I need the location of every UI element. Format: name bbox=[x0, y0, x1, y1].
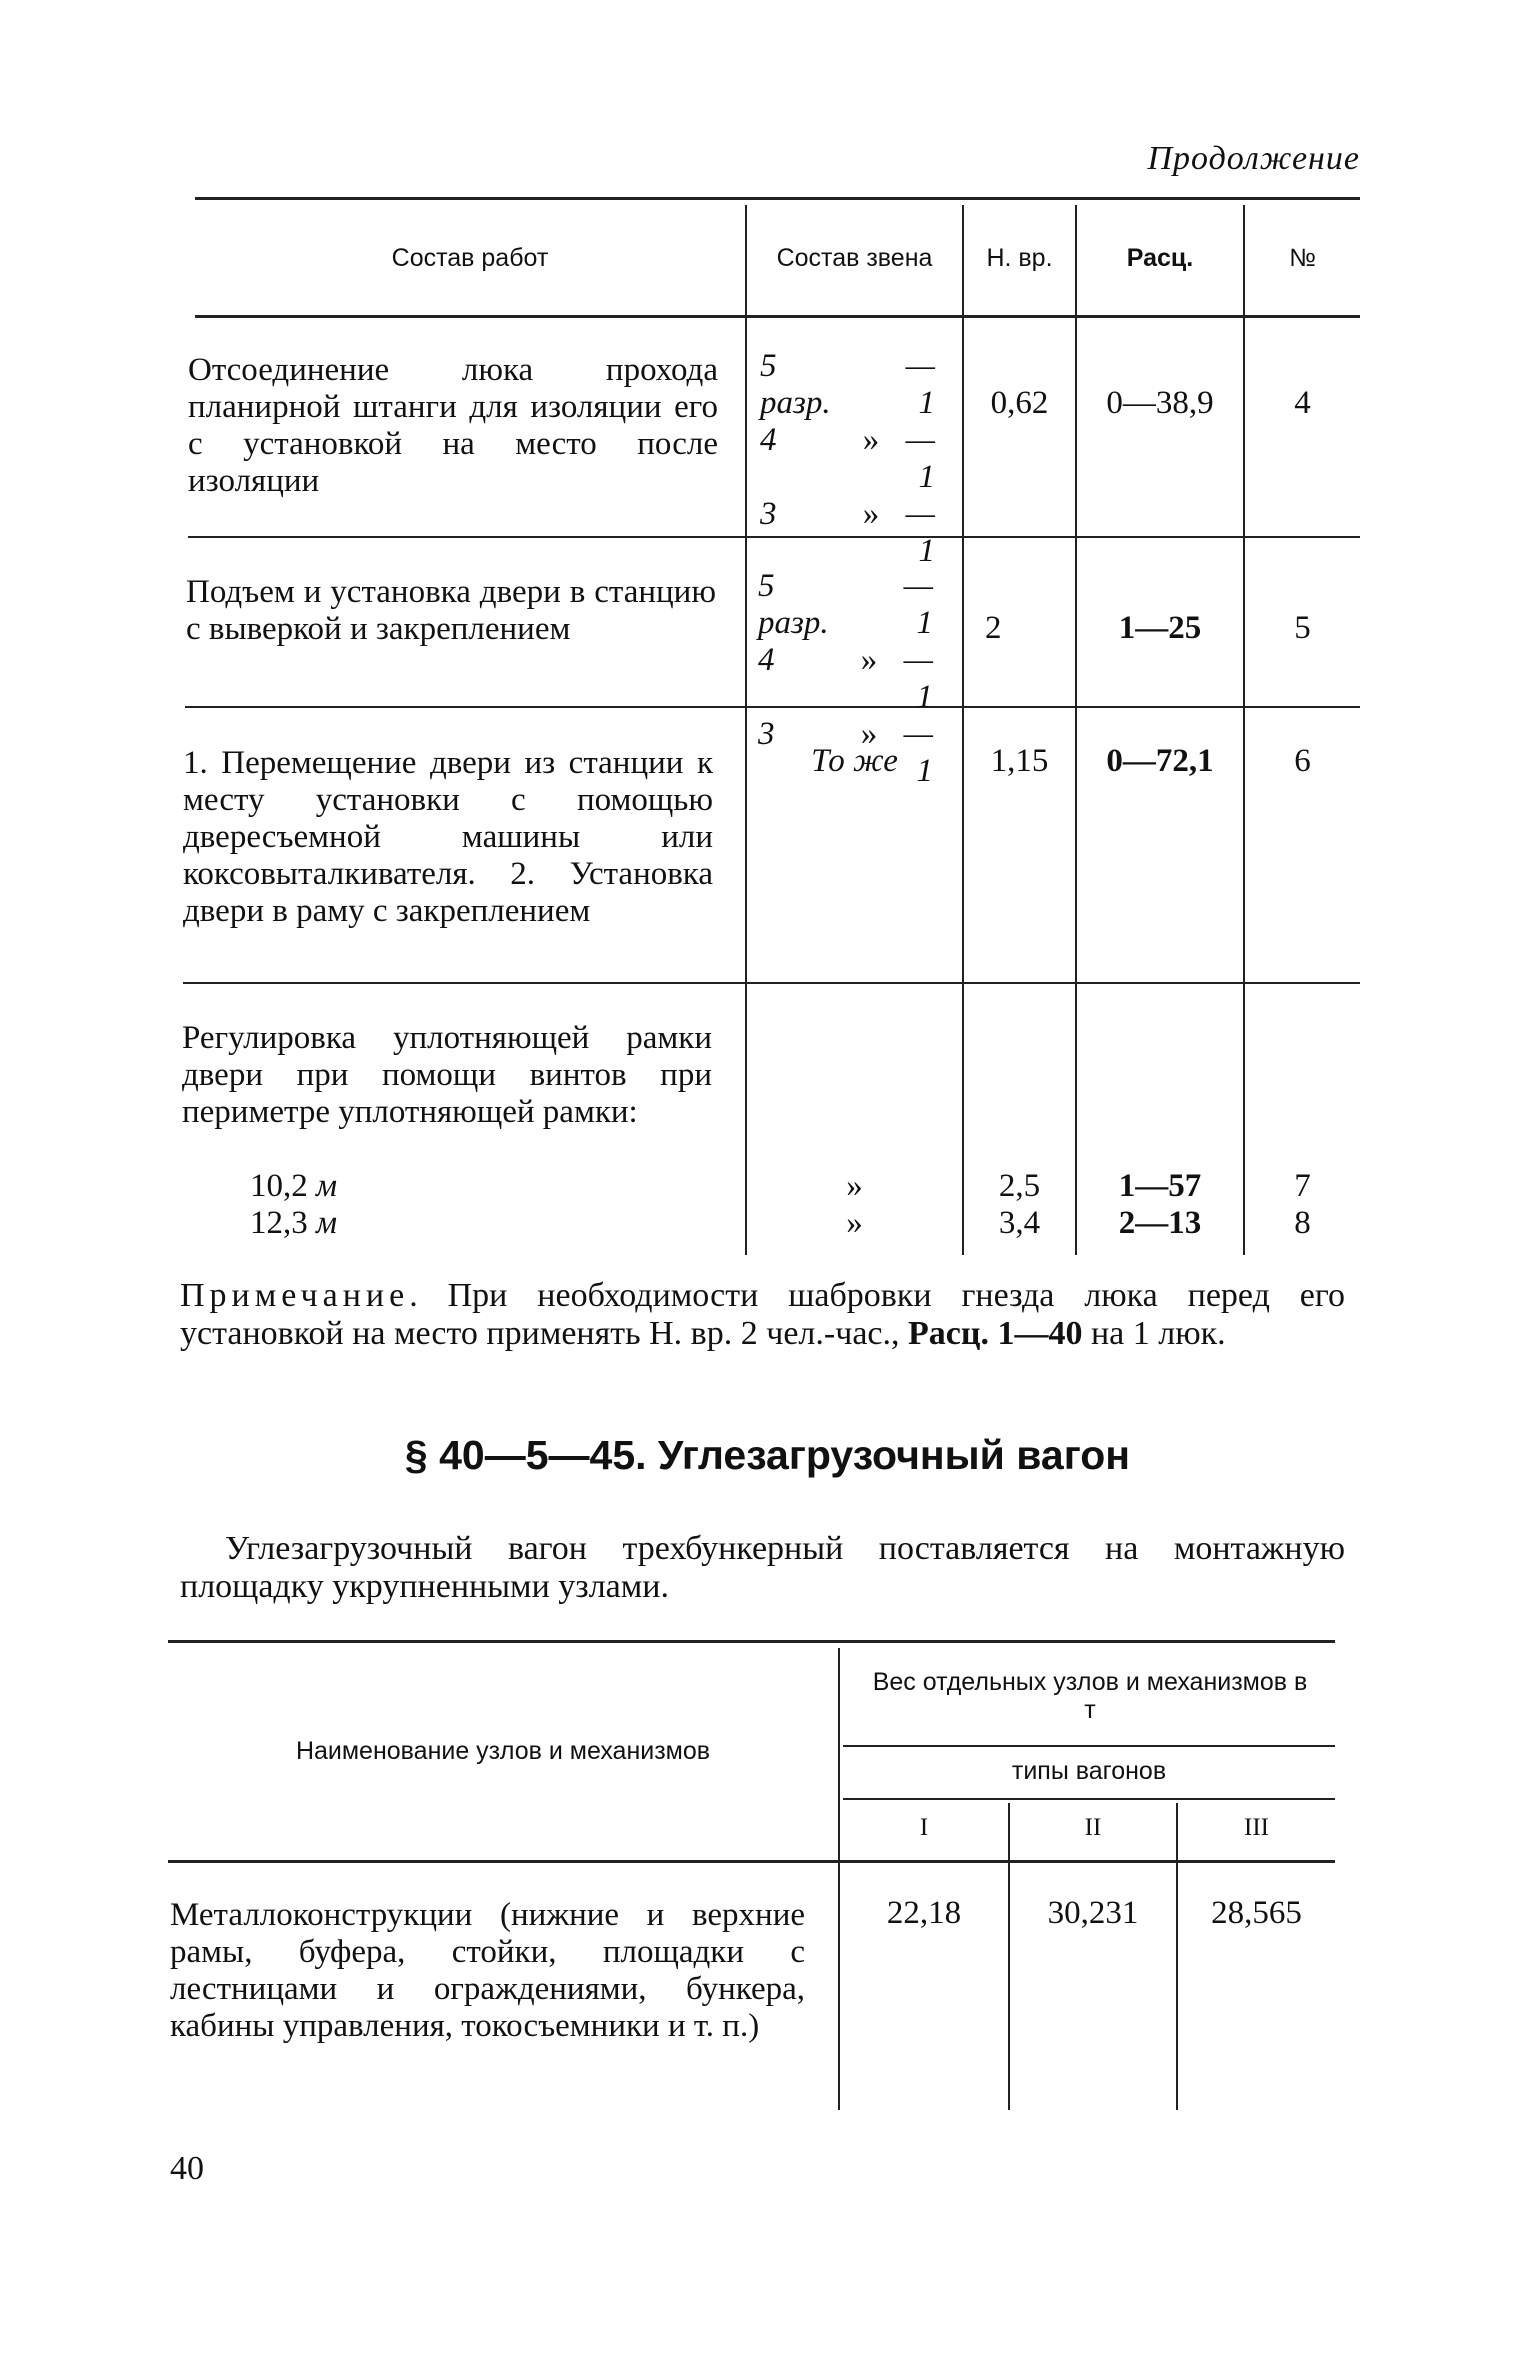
header-type-3: III bbox=[1244, 1814, 1269, 1841]
table2-row-value-1: 22,18 bbox=[886, 1895, 962, 1931]
row4-sub1-crew: » bbox=[846, 1168, 863, 1204]
row2-rate: 1—25 bbox=[1118, 610, 1202, 646]
header-name: Наименование узлов и механизмов bbox=[295, 1737, 711, 1765]
row3-num: 6 bbox=[1294, 743, 1311, 779]
column-divider bbox=[1243, 205, 1245, 1255]
crew-line: 3 » —1 bbox=[760, 496, 935, 569]
table2-row-value-2: 30,231 bbox=[1047, 1895, 1139, 1931]
header-crew: Состав звена bbox=[776, 244, 933, 272]
column-divider bbox=[962, 205, 964, 1255]
column-divider bbox=[745, 205, 747, 1255]
table-top-rule bbox=[168, 1640, 1335, 1643]
column-divider bbox=[1075, 205, 1077, 1255]
table2-row-value-3: 28,565 bbox=[1211, 1895, 1302, 1931]
row4-sub1-label: 10,2 м bbox=[250, 1168, 338, 1204]
header-rate: Расц. bbox=[1126, 244, 1194, 272]
section-heading: § 40—5—45. Углезагрузочный вагон bbox=[404, 1432, 1131, 1478]
column-divider bbox=[838, 1648, 840, 2110]
header-norm: Н. вр. bbox=[986, 244, 1053, 272]
continuation-label: Продолжение bbox=[1147, 140, 1360, 177]
crew-line: 5 разр. —1 bbox=[760, 348, 935, 421]
header-type-1: I bbox=[919, 1814, 929, 1841]
header-work: Состав работ bbox=[391, 244, 549, 272]
section-paragraph: Углезагрузочный вагон трехбункерный поставляется на монтажную площадку укрупненными узлами. bbox=[180, 1530, 1345, 1605]
header-sub-rule bbox=[843, 1798, 1335, 1800]
row4-work: Регулировка уплотняющей рамки двери при помощи винтов при периметре уплотняющей рамки: bbox=[182, 1020, 712, 1130]
column-divider bbox=[1176, 1803, 1178, 2110]
row1-norm: 0,62 bbox=[990, 385, 1049, 421]
row3-rate: 0—72,1 bbox=[1106, 743, 1214, 779]
row4-sub1-norm: 2,5 bbox=[998, 1168, 1041, 1204]
row-divider bbox=[183, 982, 1360, 984]
row1-crew bbox=[760, 348, 935, 570]
header-bottom-rule bbox=[168, 1860, 1335, 1863]
header-types: типы вагонов bbox=[1011, 1757, 1167, 1785]
row4-sub2-norm: 3,4 bbox=[998, 1205, 1041, 1241]
row3-norm: 1,15 bbox=[990, 743, 1049, 779]
row4-sub2-crew: » bbox=[846, 1205, 863, 1241]
crew-line: 4 » —1 bbox=[758, 642, 933, 715]
table-top-rule bbox=[195, 197, 1360, 200]
row4-sub2-label: 12,3 м bbox=[250, 1205, 338, 1241]
column-divider bbox=[1008, 1803, 1010, 2110]
row1-num: 4 bbox=[1294, 385, 1311, 421]
row1-rate: 0—38,9 bbox=[1106, 385, 1214, 421]
crew-line: 5 разр. —1 bbox=[758, 568, 933, 641]
row2-norm: 2 bbox=[985, 610, 1002, 646]
row2-work: Подъем и установка двери в станцию с выверкой и закреплением bbox=[186, 574, 716, 647]
header-bottom-rule bbox=[195, 315, 1360, 318]
row2-num: 5 bbox=[1294, 610, 1311, 646]
row4-sub1-num: 7 bbox=[1294, 1168, 1311, 1204]
row1-work: Отсоединение люка прохода планирной штанги для изоляции его с установкой на место после изоляции bbox=[188, 352, 718, 499]
row4-sub1-rate: 1—57 bbox=[1118, 1168, 1202, 1204]
row4-sub2-num: 8 bbox=[1294, 1205, 1311, 1241]
page-number: 40 bbox=[170, 2150, 204, 2187]
crew-line: 3 » —1 bbox=[758, 716, 933, 789]
header-type-2: II bbox=[1084, 1814, 1102, 1841]
header-sub-rule bbox=[843, 1745, 1335, 1747]
row3-work: 1. Перемещение двери из станции к месту установки с помощью двересъемной машины или коксовыталкивателя. 2. Установка двери в раму с закреплением bbox=[183, 745, 713, 929]
row3-crew: То же bbox=[811, 743, 898, 779]
header-weight: Вес отдельных узлов и механизмов в т bbox=[872, 1668, 1308, 1724]
table2-row-name: Металлоконструкции (нижние и верхние рамы, буфера, стойки, площадки с лестницами и ограждениями, бункера, кабины управления, токосъемники и т. п.) bbox=[170, 1897, 805, 2044]
header-num: № bbox=[1289, 244, 1316, 272]
crew-line: 4 » —1 bbox=[760, 422, 935, 495]
table-note: Примечание. При необходимости шабровки гнезда люка перед его установкой на место применять Н. вр. 2 чел.-час., Расц. 1—40 на 1 люк. bbox=[180, 1277, 1345, 1352]
row4-sub2-rate: 2—13 bbox=[1118, 1205, 1202, 1241]
